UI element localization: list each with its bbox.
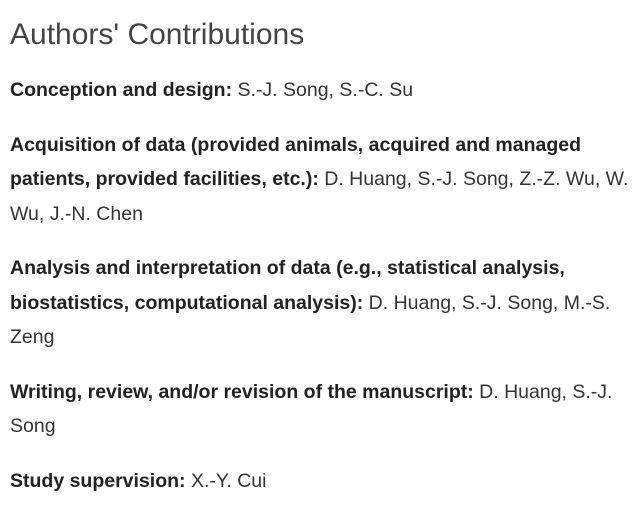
section-heading: Authors' Contributions (10, 18, 305, 51)
contribution-role: Analysis and interpretation of data (e.g., statistical analysis, biostatistics, computational analysis): (10, 257, 565, 314)
contribution-item-writing (10, 375, 630, 444)
contribution-role: Study supervision: (10, 469, 186, 492)
contribution-authors: S.-J. Song, S.-C. Su (237, 79, 414, 101)
contribution-role: Writing, review, and/or revision of the manuscript: (10, 380, 474, 403)
contribution-authors: D. Huang, S.-J. Song, Z.-Z. Wu, W. Wu, J.-N. Chen (10, 168, 629, 225)
contribution-item-supervision (10, 464, 630, 499)
contribution-item-analysis (10, 251, 630, 355)
contribution-authors: X.-Y. Cui (190, 469, 267, 492)
contribution-role: Acquisition of data (provided animals, acquired and managed patients, provided facilities, etc.): (10, 133, 582, 190)
contribution-role: Conception and design: (10, 79, 233, 101)
contribution-item-conception (10, 73, 630, 108)
contribution-item-acquisition (10, 128, 630, 232)
contribution-list (10, 73, 630, 498)
contribution-authors: D. Huang, S.-J. Song (10, 380, 613, 437)
contribution-authors: D. Huang, S.-J. Song, M.-S. Zeng (10, 291, 611, 348)
